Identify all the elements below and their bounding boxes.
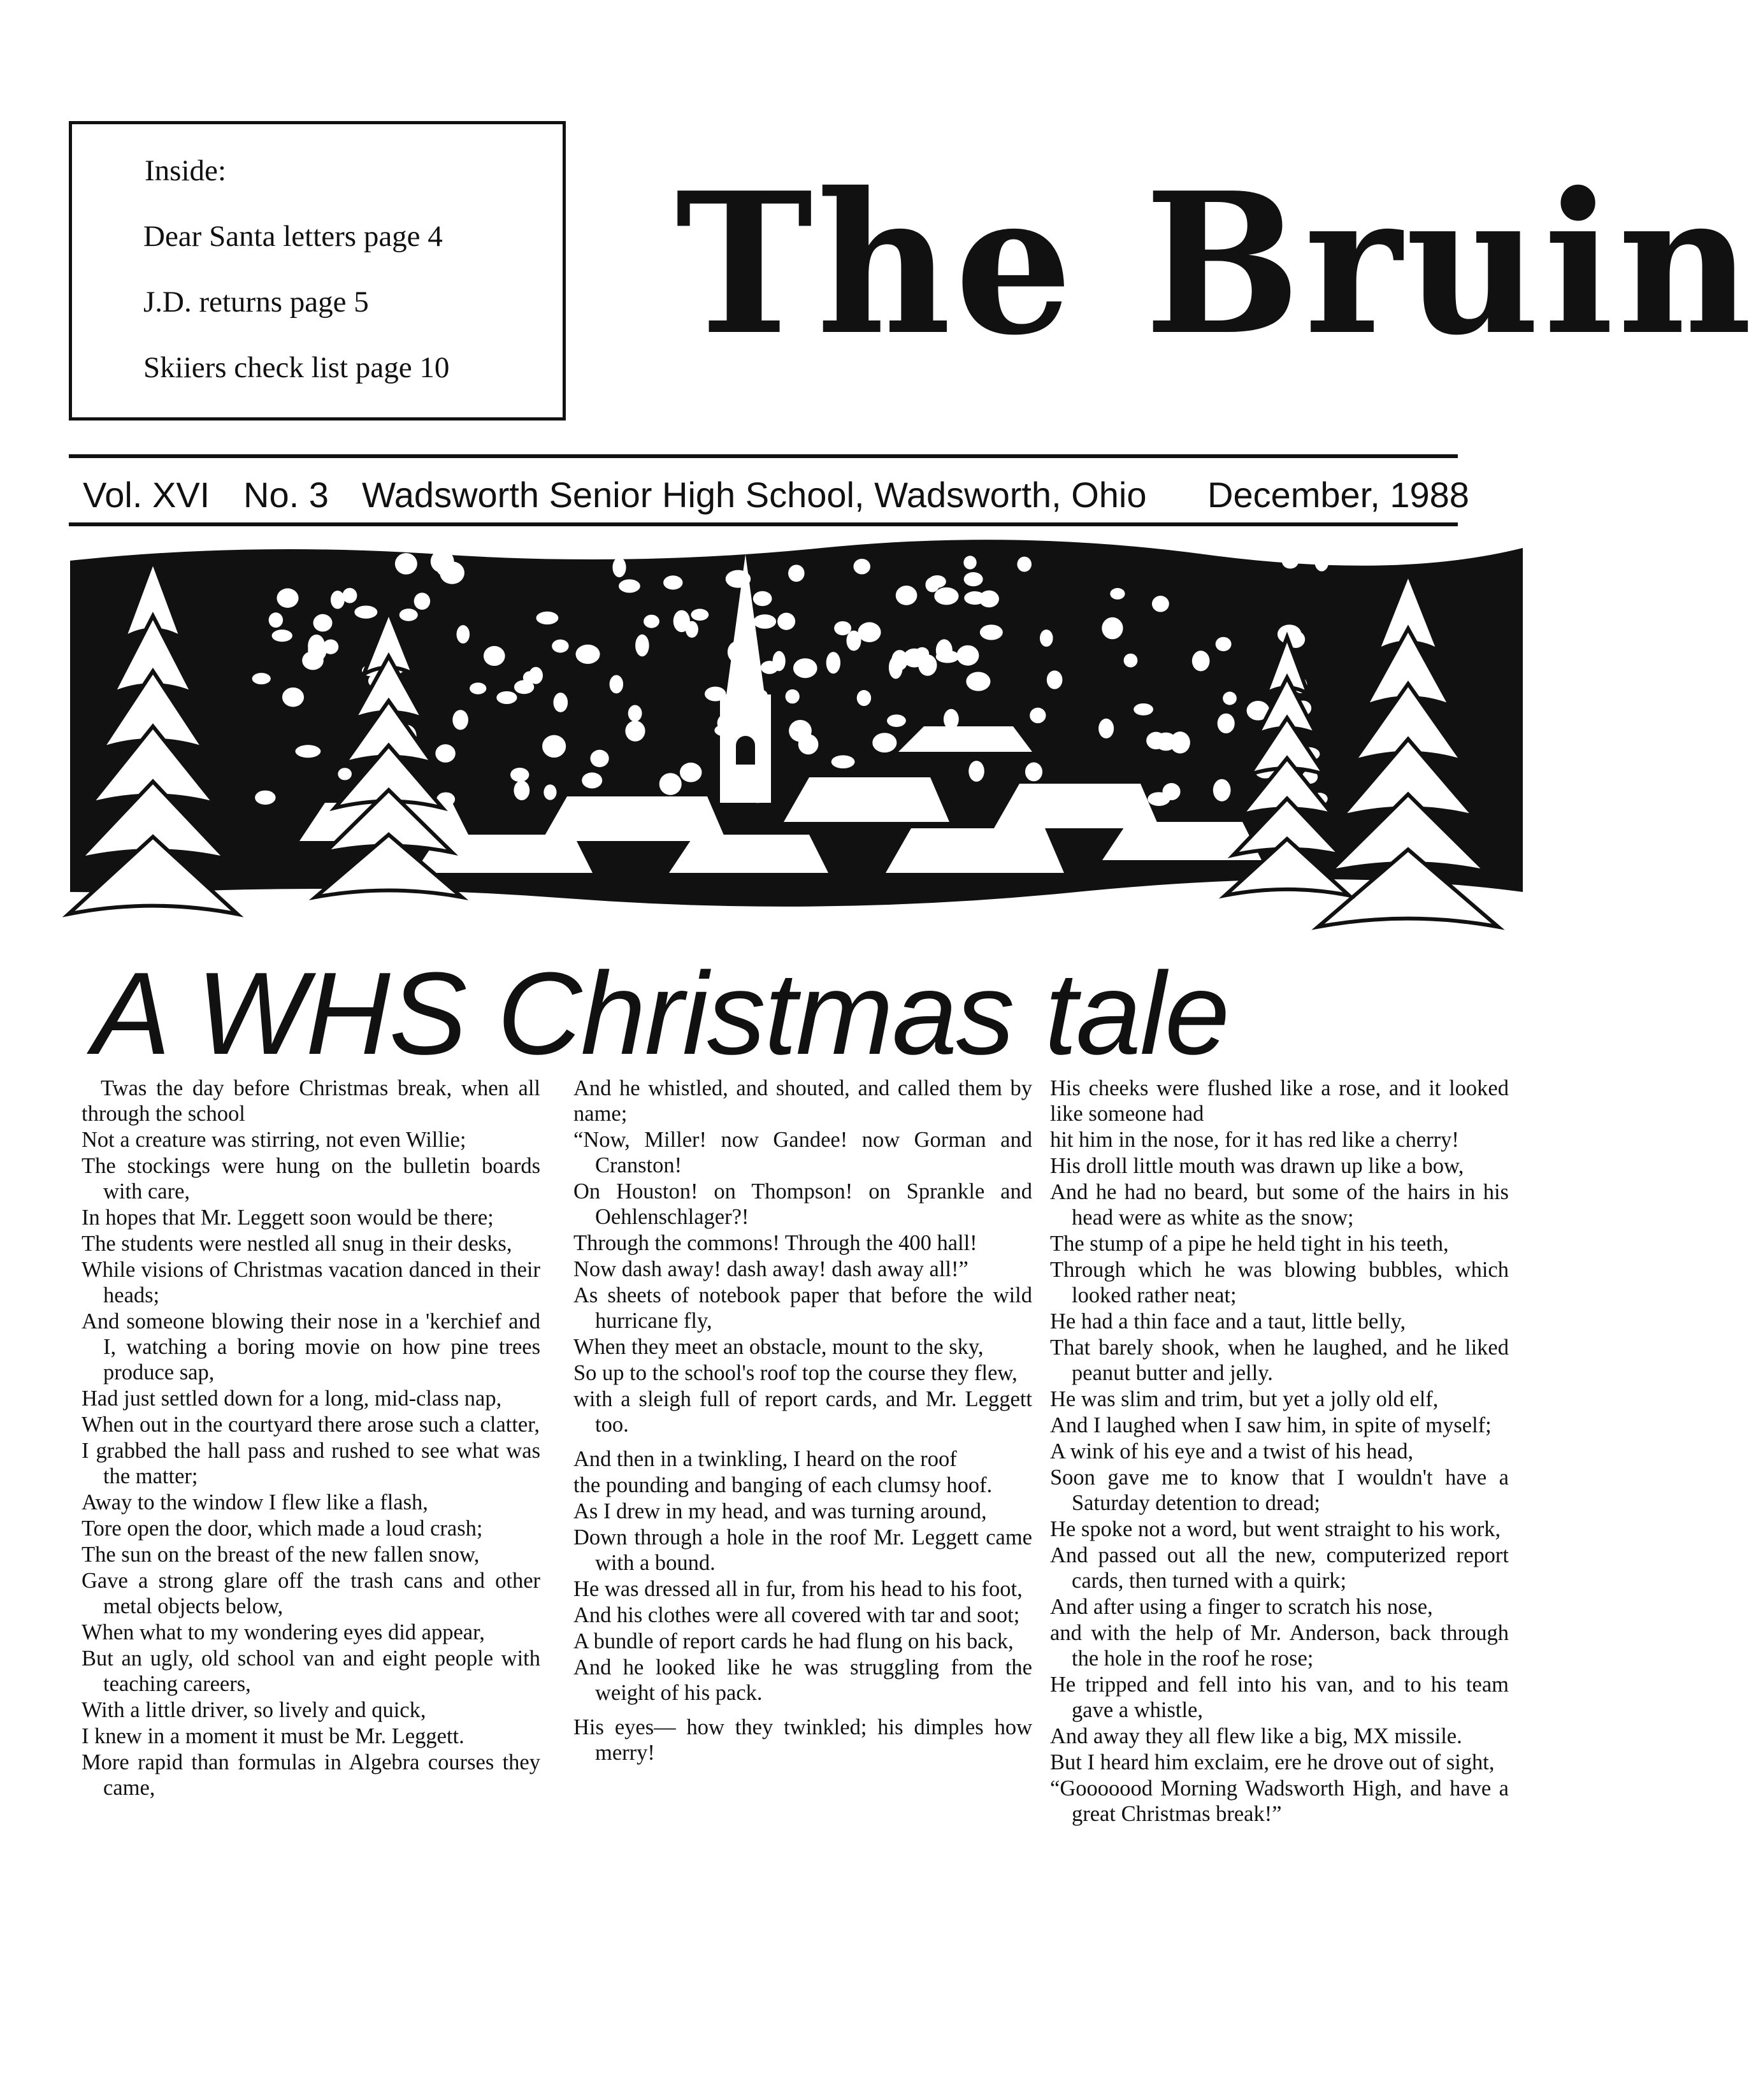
snowflake	[612, 557, 626, 577]
article-column-3	[1050, 1075, 1509, 1827]
snowflake	[435, 744, 455, 763]
snowflake	[964, 572, 983, 586]
poem-line: But an ugly, old school van and eight people with teaching careers,	[82, 1646, 540, 1696]
poem-line: And he whistled, and shouted, and called them by name;	[573, 1076, 1032, 1126]
masthead-rule-bottom	[69, 522, 1458, 526]
snowflake	[272, 629, 292, 642]
poem-line: His cheeks were flushed like a rose, and it looked like someone had	[1050, 1076, 1509, 1126]
snowflake	[1155, 733, 1177, 751]
poem-line: Away to the window I flew like a flash,	[82, 1490, 428, 1514]
snowflake	[553, 693, 568, 712]
snowflake	[964, 591, 986, 605]
poem-line: “Now, Miller! now Gandee! now Gorman and Cranston!	[573, 1128, 1032, 1177]
snowflake	[610, 675, 624, 694]
inside-item: Dear Santa letters page 4	[143, 220, 443, 253]
snowflake	[1124, 654, 1138, 668]
snowflake	[628, 705, 642, 722]
snowy-roof	[994, 784, 1160, 828]
snowflake	[342, 588, 357, 603]
poem-line: His droll little mouth was drawn up like a bow,	[1050, 1154, 1464, 1178]
snowflake	[1047, 670, 1063, 689]
snowflake	[831, 755, 855, 768]
article-column-1	[82, 1075, 540, 1801]
snowflake	[680, 763, 702, 782]
poem-line: In hopes that Mr. Leggett soon would be there;	[82, 1205, 494, 1230]
snowflake	[659, 773, 682, 795]
winter-village-illustration	[57, 535, 1536, 943]
poem-line: On Houston! on Thompson! on Sprankle and Oehlenschlager?!	[573, 1179, 1032, 1229]
poem-line: When out in the courtyard there arose such a clatter,	[82, 1413, 540, 1437]
snowflake	[1030, 708, 1046, 723]
poem-line: The stump of a pipe he held tight in his teeth,	[1050, 1232, 1449, 1256]
poem-line: Down through a hole in the roof Mr. Leggett came with a bound.	[573, 1525, 1032, 1575]
poem-line: As I drew in my head, and was turning around,	[573, 1499, 987, 1523]
masthead-title: The Bruin	[675, 150, 1756, 378]
poem-line: When they meet an obstacle, mount to the sky,	[573, 1335, 984, 1359]
snowflake	[1218, 714, 1235, 733]
snowflake	[414, 593, 431, 610]
snowflake	[1133, 703, 1153, 716]
snowflake	[635, 635, 649, 657]
snowflake	[936, 651, 960, 663]
snowflake	[956, 645, 979, 666]
snowflake	[1040, 629, 1053, 647]
poem-line: And away they all flew like a big, MX missile.	[1050, 1724, 1462, 1748]
poem-line: Twas the day before Christmas break, when all through the school	[82, 1076, 540, 1126]
poem-line: He had a thin face and a taut, little belly,	[1050, 1309, 1406, 1334]
poem-line: He was dressed all in fur, from his head to his foot,	[573, 1577, 1023, 1601]
snowflake	[966, 672, 990, 691]
poem-line: Now dash away! dash away! dash away all!”	[573, 1257, 968, 1281]
poem-line: He spoke not a word, but went straight to his work,	[1050, 1517, 1501, 1541]
article-column-2	[573, 1075, 1032, 1766]
poem-line: I grabbed the hall pass and rushed to see what was the matter;	[82, 1439, 540, 1488]
snowflake	[857, 690, 871, 706]
snowflake	[510, 768, 529, 782]
snowflake	[1223, 692, 1237, 705]
snowflake	[575, 645, 600, 664]
poem-line: When what to my wondering eyes did appear,	[82, 1620, 485, 1644]
snowflake	[889, 656, 903, 679]
snowflake	[431, 550, 454, 573]
snowy-roof	[669, 835, 828, 873]
woodcut-village-scene	[69, 540, 1523, 943]
poem-line: While visions of Christmas vacation danced in their heads;	[82, 1258, 540, 1307]
poem-line: More rapid than formulas in Algebra courses they came,	[82, 1750, 540, 1800]
poem-line: And someone blowing their nose in a 'kerchief and I, watching a boring movie on how pine trees produce sap,	[82, 1309, 540, 1384]
poem-line: Soon gave me to know that I wouldn't have a Saturday detention to dread;	[1050, 1465, 1509, 1515]
snowflake	[793, 658, 817, 678]
snowflake	[754, 614, 777, 629]
poem-line: He was slim and trim, but yet a jolly old elf,	[1050, 1387, 1439, 1411]
poem-line: the pounding and banging of each clumsy hoof.	[573, 1473, 993, 1497]
snowflake	[252, 673, 271, 684]
snowflake	[968, 761, 984, 782]
poem-line: That barely shook, when he laughed, and he liked peanut butter and jelly.	[1050, 1335, 1509, 1385]
snowflake	[896, 586, 918, 605]
snowflake	[1098, 719, 1114, 738]
snowflake	[552, 640, 568, 653]
snowflake	[496, 691, 517, 704]
poem-line: But I heard him exclaim, ere he drove out of sight,	[1050, 1750, 1495, 1774]
snowy-roof	[784, 777, 949, 822]
poem-line: The sun on the breast of the new fallen snow,	[82, 1543, 480, 1567]
poem-line: And after using a finger to scratch his nose,	[1050, 1595, 1433, 1619]
poem-line: Had just settled down for a long, mid-class nap,	[82, 1386, 502, 1411]
poem-line: And he had no beard, but some of the hairs in his head were as white as the snow;	[1050, 1180, 1509, 1230]
snowflake	[673, 610, 690, 633]
snowflake	[255, 791, 275, 805]
snowflake	[663, 575, 682, 589]
poem-line: And passed out all the new, computerized report cards, then turned with a quirk;	[1050, 1543, 1509, 1593]
snowflake	[691, 609, 709, 621]
snowflake	[1216, 637, 1232, 651]
snowflake	[925, 577, 939, 592]
poem-line: and with the help of Mr. Anderson, back through the hole in the roof he rose;	[1050, 1621, 1509, 1671]
snowflake	[798, 734, 819, 754]
snowflake	[484, 646, 505, 666]
snowflake	[452, 710, 468, 730]
inside-item: J.D. returns page 5	[143, 285, 369, 319]
snowflake	[395, 553, 417, 575]
snowflake	[1152, 596, 1169, 612]
poem-line: “Gooooood Morning Wadsworth High, and have a great Christmas break!”	[1050, 1776, 1509, 1826]
snowflake	[1282, 554, 1299, 569]
snowflake	[536, 612, 558, 624]
poem-line: Tore open the door, which made a loud crash;	[82, 1516, 483, 1541]
poem-line: Not a creature was stirring, not even Willie;	[82, 1128, 466, 1152]
poem-line: As sheets of notebook paper that before the wild hurricane fly,	[573, 1283, 1032, 1333]
snowflake	[542, 735, 566, 758]
snowflake	[277, 588, 298, 608]
snowflake	[872, 733, 896, 752]
inside-item: Skiiers check list page 10	[143, 351, 450, 384]
snowflake	[456, 625, 470, 644]
volume-number: Vol. XVI	[83, 475, 210, 515]
inside-heading: Inside:	[145, 154, 226, 187]
poem-line: with a sleigh full of report cards, and Mr. Leggett too.	[573, 1387, 1032, 1437]
poem-line: The stockings were hung on the bulletin boards with care,	[82, 1154, 540, 1204]
snowflake	[853, 559, 870, 574]
snowflake	[331, 591, 345, 609]
poem-line: He tripped and fell into his van, and to his team gave a whistle,	[1050, 1672, 1509, 1722]
poem-line: A bundle of report cards he had flung on his back,	[573, 1629, 1014, 1653]
snowflake	[354, 605, 377, 618]
snowflake	[777, 613, 795, 630]
masthead-rule-top	[69, 454, 1458, 458]
snowflake	[523, 671, 536, 684]
snowflake	[625, 721, 645, 742]
poem-line: And he looked like he was struggling from the weight of his pack.	[573, 1655, 1032, 1705]
poem-line: With a little driver, so lively and quick,	[82, 1698, 426, 1722]
inside-contents-box	[69, 121, 566, 421]
poem-line: Through the commons! Through the 400 hall!	[573, 1231, 977, 1255]
snowflake	[338, 768, 352, 780]
issue-number: No. 3	[243, 475, 329, 515]
poem-line: And I laughed when I saw him, in spite of myself;	[1050, 1413, 1492, 1437]
snowy-roof	[886, 828, 1064, 873]
school-name: Wadsworth Senior High School, Wadsworth, Ohio	[362, 475, 1147, 515]
snowflake	[963, 556, 976, 569]
snowflake	[543, 784, 556, 800]
headline: A WHS Christmas tale	[92, 947, 1229, 1079]
poem-line: Through which he was blowing bubbles, which looked rather neat;	[1050, 1258, 1509, 1307]
poem-line: And then in a twinkling, I heard on the roof	[573, 1447, 957, 1471]
snowflake	[399, 608, 418, 621]
snowflake	[934, 587, 958, 605]
snowflake	[1162, 783, 1180, 800]
snowflake	[295, 745, 320, 758]
snowflake	[1192, 651, 1210, 671]
poem-line: His eyes— how they twinkled; his dimples how merry!	[573, 1715, 1032, 1765]
snowflake	[582, 772, 602, 788]
snowflake	[619, 579, 640, 593]
snowflake	[834, 621, 851, 635]
poem-line: A wink of his eye and a twist of his head,	[1050, 1439, 1414, 1464]
snowflake	[1025, 762, 1042, 781]
snowflake	[980, 624, 1003, 640]
snowflake	[590, 750, 608, 767]
poem-line: The students were nestled all snug in their desks,	[82, 1232, 512, 1256]
volume-line	[83, 473, 1485, 517]
snowflake	[826, 652, 840, 673]
snowflake	[1017, 557, 1032, 572]
snowflake	[644, 615, 659, 628]
snowflake	[887, 714, 906, 727]
snowflake	[1102, 617, 1123, 640]
issue-date: December, 1988	[1207, 475, 1469, 515]
poem-line: Gave a strong glare off the trash cans and other metal objects below,	[82, 1569, 540, 1618]
snowflake	[282, 687, 304, 707]
snowflake	[514, 780, 529, 800]
poem-line: hit him in the nose, for it has red like a cherry!	[1050, 1128, 1459, 1152]
tower-window	[736, 736, 755, 765]
snowflake	[858, 622, 881, 643]
snowflake	[788, 565, 805, 582]
snowflake	[1213, 779, 1231, 802]
snowflake	[761, 661, 779, 674]
snowflake	[269, 612, 283, 628]
snowflake	[786, 689, 800, 703]
snowflake	[470, 682, 486, 694]
snowflake	[308, 635, 325, 658]
snowy-roof	[542, 796, 726, 841]
snowflake	[313, 614, 333, 632]
snowflake	[1314, 552, 1328, 571]
poem-line: I knew in a moment it must be Mr. Leggett.	[82, 1724, 464, 1748]
poem-line: So up to the school's roof top the course they flew,	[573, 1361, 1018, 1385]
snowflake	[753, 591, 772, 607]
snowflake	[918, 654, 937, 676]
poem-line: And his clothes were all covered with tar and soot;	[573, 1603, 1020, 1627]
snowflake	[1110, 588, 1125, 600]
